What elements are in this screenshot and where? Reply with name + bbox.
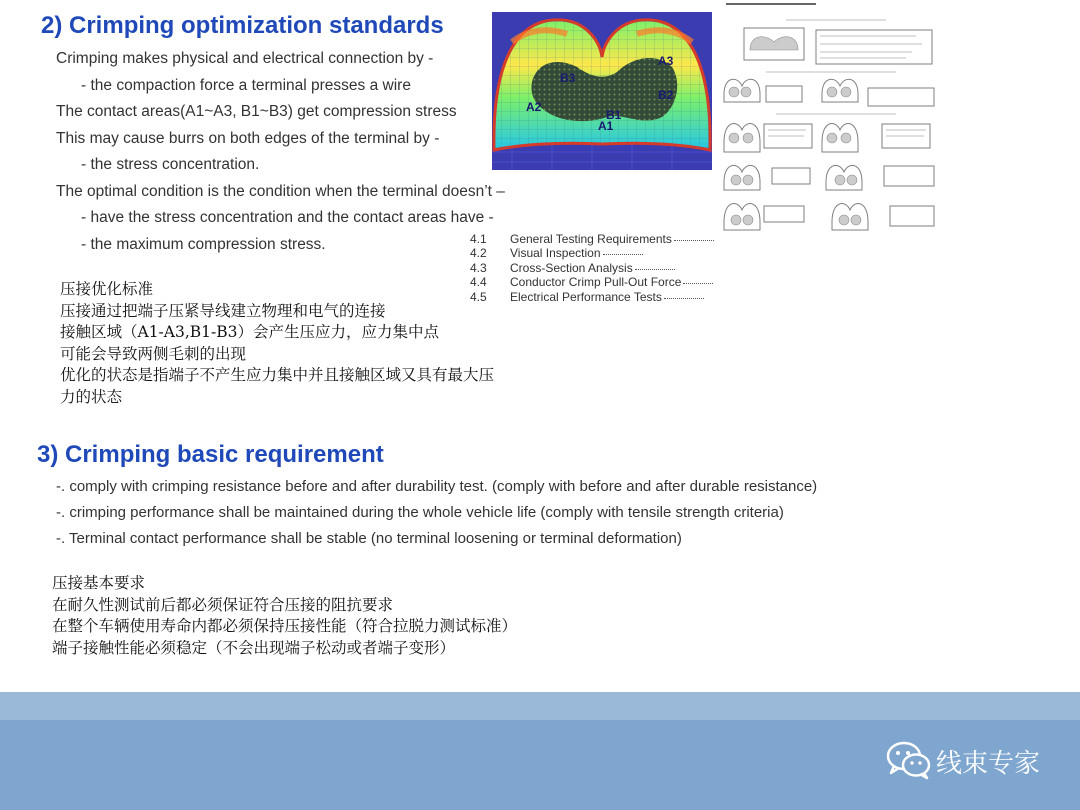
toc-label: Electrical Performance Tests <box>510 289 662 304</box>
cn-line: 端子接触性能必须稳定（不会出现端子松动或者端子变形） <box>52 638 456 657</box>
section2-line: Crimping makes physical and electrical connection by - <box>56 50 434 67</box>
cn-line: 接触区域（A1-A3,B1-B3）会产生压应力，应力集中点 <box>60 323 440 342</box>
cross-section-sketch-image <box>716 2 944 234</box>
section2-line: This may cause burrs on both edges of the terminal by - <box>56 129 440 147</box>
toc-list <box>470 232 714 304</box>
cn-line: 压接基本要求 <box>52 574 146 592</box>
cn-line: 压接优化标准 <box>60 280 154 298</box>
stress-simulation-image <box>492 12 712 170</box>
cn-line: 优化的状态是指端子不产生应力集中并且接触区域又具有最大压 <box>60 366 495 385</box>
cn-line: 力的状态 <box>60 387 123 406</box>
section2-line: - the maximum compression stress. <box>81 235 326 253</box>
toc-label: General Testing Requirements <box>510 232 672 246</box>
stress-label: A1 <box>598 119 614 133</box>
stress-label: A2 <box>526 100 542 114</box>
toc-num: 4.5 <box>470 289 487 304</box>
wechat-icon <box>886 740 932 780</box>
toc-item <box>470 275 714 289</box>
toc-num: 4.4 <box>470 275 487 290</box>
section2-line: - the compaction force a terminal presses a wire <box>81 76 411 94</box>
section2-line: - have the stress concentration and the contact areas have - <box>81 209 494 226</box>
stress-figure <box>492 12 712 170</box>
cn-line: 在耐久性测试前后都必须保证符合压接的阻抗要求 <box>52 595 394 614</box>
requirement-item: -. crimping performance shall be maintained during the whole vehicle life (comply with tensile strength criteria) <box>56 504 784 521</box>
cn-line: 压接通过把端子压紧导线建立物理和电气的连接 <box>60 301 386 320</box>
requirement-item: -. Terminal contact performance shall be stable (no terminal loosening or terminal deformation) <box>56 530 682 547</box>
stress-label: B1 <box>606 108 622 122</box>
section2-body <box>56 46 505 258</box>
cross-section-sketches <box>716 2 944 234</box>
cn-line: 可能会导致两侧毛刺的出现 <box>60 344 247 363</box>
toc-label: Conductor Crimp Pull-Out Force <box>510 275 682 290</box>
section2-title: 2) Crimping optimization standards <box>41 12 444 39</box>
section3-translation <box>52 573 517 659</box>
toc-label: Cross-Section Analysis <box>510 260 633 275</box>
toc-label: Visual Inspection <box>510 246 601 261</box>
section2-line: The optimal condition is the condition when the terminal doesn’t – <box>56 182 505 200</box>
section3-requirements <box>56 474 817 552</box>
section2-line: - the stress concentration. <box>81 156 260 173</box>
footer-band-light <box>0 692 1080 720</box>
stress-label: A3 <box>658 54 674 68</box>
toc-item <box>470 290 714 304</box>
toc-num: 4.3 <box>470 260 487 275</box>
brand-name: 线束专家 <box>936 749 1041 779</box>
toc-item <box>470 232 714 246</box>
requirement-item: -. comply with crimping resistance before and after durability test. (comply with before and after durable resistance) <box>56 478 818 495</box>
toc-item <box>470 261 714 275</box>
stress-label: B2 <box>658 88 674 102</box>
toc-num: 4.2 <box>470 246 487 261</box>
section2-line: The contact areas(A1~A3, B1~B3) get compression stress <box>56 103 457 120</box>
toc-item <box>470 246 714 260</box>
section2-translation <box>60 279 494 409</box>
toc-num: 4.1 <box>470 232 487 246</box>
cn-line: 在整个车辆使用寿命内都必须保持压接性能（符合拉脱力测试标准） <box>52 617 518 636</box>
stress-label: B3 <box>560 71 576 85</box>
section3-title: 3) Crimping basic requirement <box>37 441 384 468</box>
